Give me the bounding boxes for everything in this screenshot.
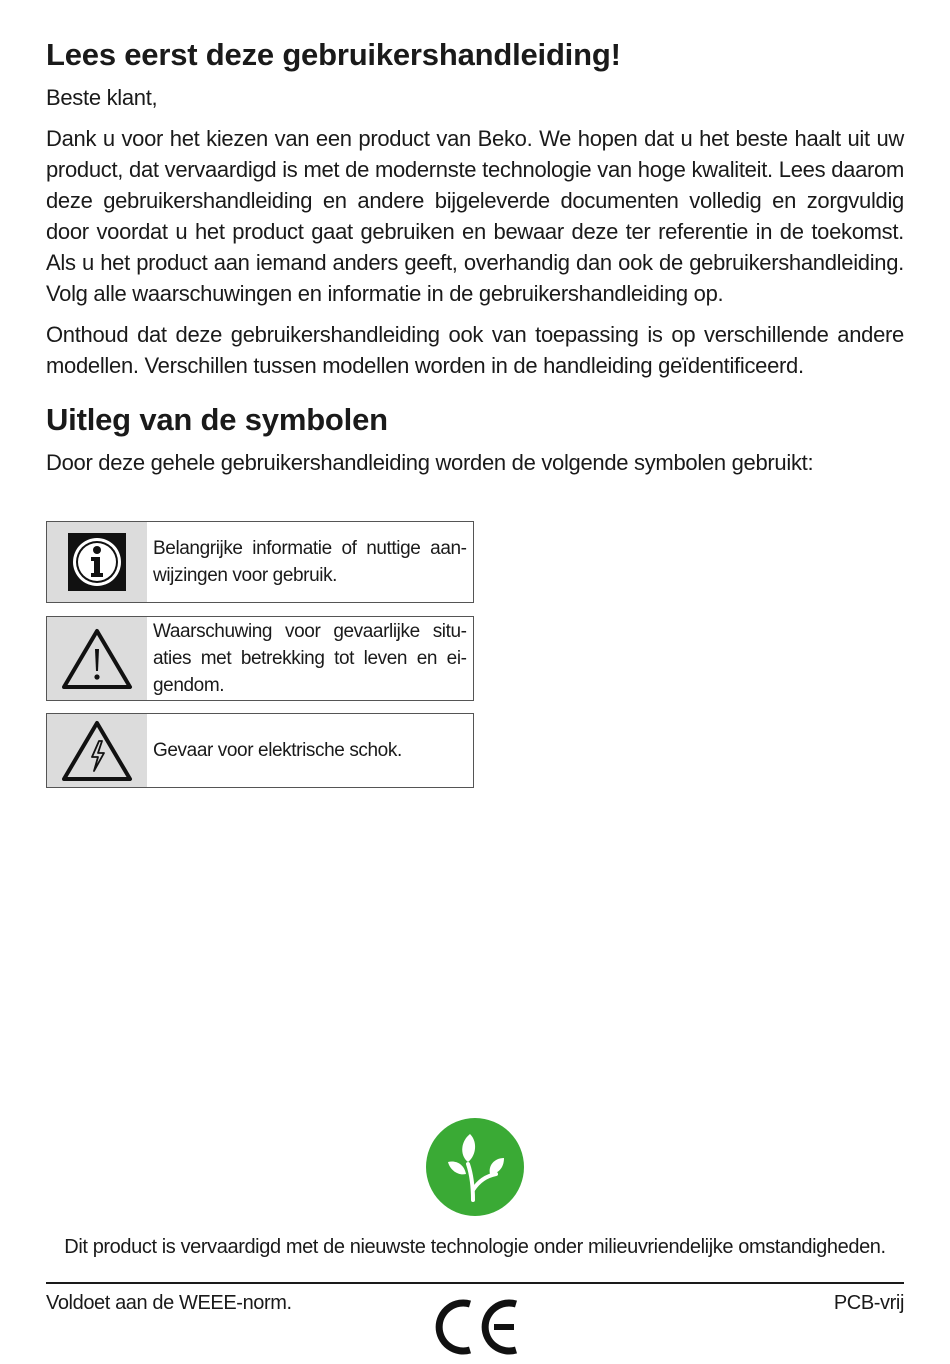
symbol-row-warning (46, 616, 474, 701)
manual-page (46, 34, 904, 478)
ce-mark-icon (430, 1296, 522, 1358)
greeting: Beste klant, (46, 85, 158, 110)
page-title: Lees eerst deze gebruikershandleiding! (46, 37, 621, 72)
leaf-icon (426, 1118, 524, 1216)
symbols-title: Uitleg van de symbolen (46, 402, 388, 437)
models-paragraph: Onthoud dat deze gebruikershandleiding ook van toepassing is op verschillende andere modellen. Verschillen tussen modellen worden in de handleiding geïdentificeerd. (46, 322, 904, 378)
weee-statement: Voldoet aan de WEEE-norm. (46, 1292, 292, 1314)
symbol-text: Waarschuwing voor gevaarlijke situaties met betrekking tot leven en eigendom. (153, 621, 467, 696)
eco-statement: Dit product is vervaardigd met de nieuwste technologie onder milieuvriendelijke omstandigheden. (64, 1236, 886, 1258)
intro-paragraph: Dank u voor het kiezen van een product van Beko. We hopen dat u het beste haalt uit uw product, dat vervaardigd is met de modernste technologie van hoge kwaliteit. Lees daarom deze gebruikershandleiding en andere bijgeleverde documenten volledig en zorgvuldig door voordat u het product gaat gebruiken en bewaar deze ter referentie in de toekomst. Als u het product aan iemand anders geeft, overhandig dan ook de gebruikershandleiding. Volg alle waarschuwingen en informatie in de gebruikershandleiding op. (46, 126, 904, 306)
warning-icon (47, 617, 147, 700)
symbol-text: Belangrijke informatie of nuttige aanwijzingen voor gebruik. (153, 538, 467, 586)
footer-divider (46, 1282, 904, 1284)
symbol-row-electric (46, 713, 474, 788)
symbols-intro: Door deze gehele gebruikershandleiding worden de volgende symbolen gebruikt: (46, 450, 814, 475)
symbol-row-info (46, 521, 474, 603)
info-icon (47, 522, 147, 602)
symbol-text: Gevaar voor elektrische schok. (153, 740, 402, 761)
pcb-statement: PCB-vrij (833, 1292, 904, 1314)
electric-shock-icon (47, 714, 147, 787)
